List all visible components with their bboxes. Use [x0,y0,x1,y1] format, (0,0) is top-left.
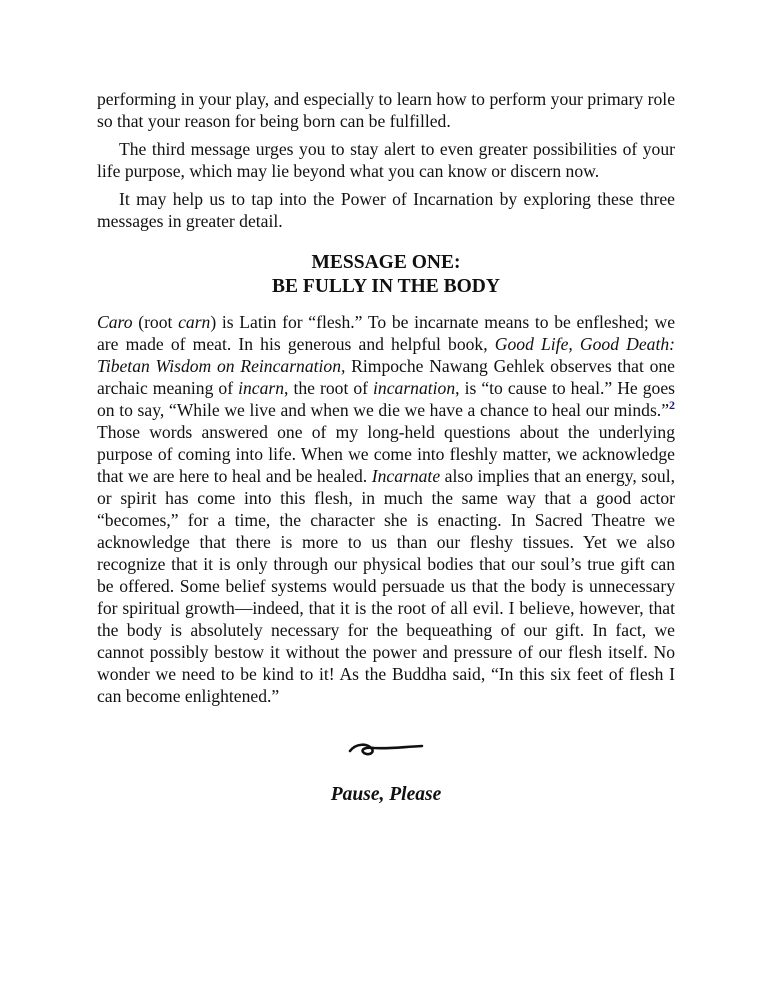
book-title: Good Life, Good Death: Tibetan Wisdom on Reincarnation, [97,334,676,376]
section-heading [97,251,675,299]
italic-caro: Caro [97,312,133,332]
footnote-marker[interactable]: 2 [669,398,675,413]
text-run: Rimpoche Nawang Gehlek observes that one archaic meaning of [97,356,675,398]
section-heading-line1: MESSAGE ONE: [311,252,461,273]
text-run: , the root of [284,378,374,398]
paragraph-power-of-incarnation: It may help us to tap into the Power of Incarnation by exploring these three messages in greater detail. [97,189,675,231]
book-page [97,88,675,807]
italic-incarnation: incarnation [373,378,456,398]
italic-incarnate: Incarnate [371,466,441,486]
paragraph-continued: performing in your play, and especially to learn how to perform your primary role so that your reason for being born can be fulfilled. [97,89,675,131]
italic-carn: carn [178,312,211,332]
italic-incarn: incarn [238,378,285,398]
flourish-icon [97,737,675,761]
paragraph-third-message: The third message urges you to stay alert to even greater possibilities of your life purpose, which may lie beyond what you can know or discern now. [97,139,675,181]
text-run: , is “to cause to heal.” He goes on to say, “While we live and when we die we have a chance to heal our minds.” [97,378,676,420]
text-run: also implies that an energy, soul, or spirit has come into this flesh, in much the same way that a good actor “becomes,” for a time, the character she is enacting. In Sacred Theatre we acknowledge that there is more to us than our fleshy tissues. Yet we also recognize that it is only through our physical bodies that our soul’s true gift can be offered. Some belief systems would persuade us that the body is unnecessary for spiritual growth—indeed, that it is the root of all evil. I believe, however, that the body is absolutely necessary for the bequeathing of our gift. In fact, we cannot possibly bestow it without the power and pressure of our flesh itself. No wonder we need to be kind to it! As the Buddha said, “In this six feet of flesh I can become enlightened.” [97,466,675,706]
text-run: Those words answered one of my long-held questions about the underlying purpose of coming into life. When we come into fleshly matter, we acknowledge that we are here to heal and be healed. [97,422,675,486]
pause-please-heading: Pause, Please [330,784,442,805]
text-run: (root [132,312,179,332]
body-paragraph [97,311,675,707]
text-run: ) is Latin for “flesh.” To be incarnate means to be enfleshed; we are made of meat. In his generous and helpful book, [97,312,676,354]
section-heading-line2: BE FULLY IN THE BODY [272,276,500,297]
